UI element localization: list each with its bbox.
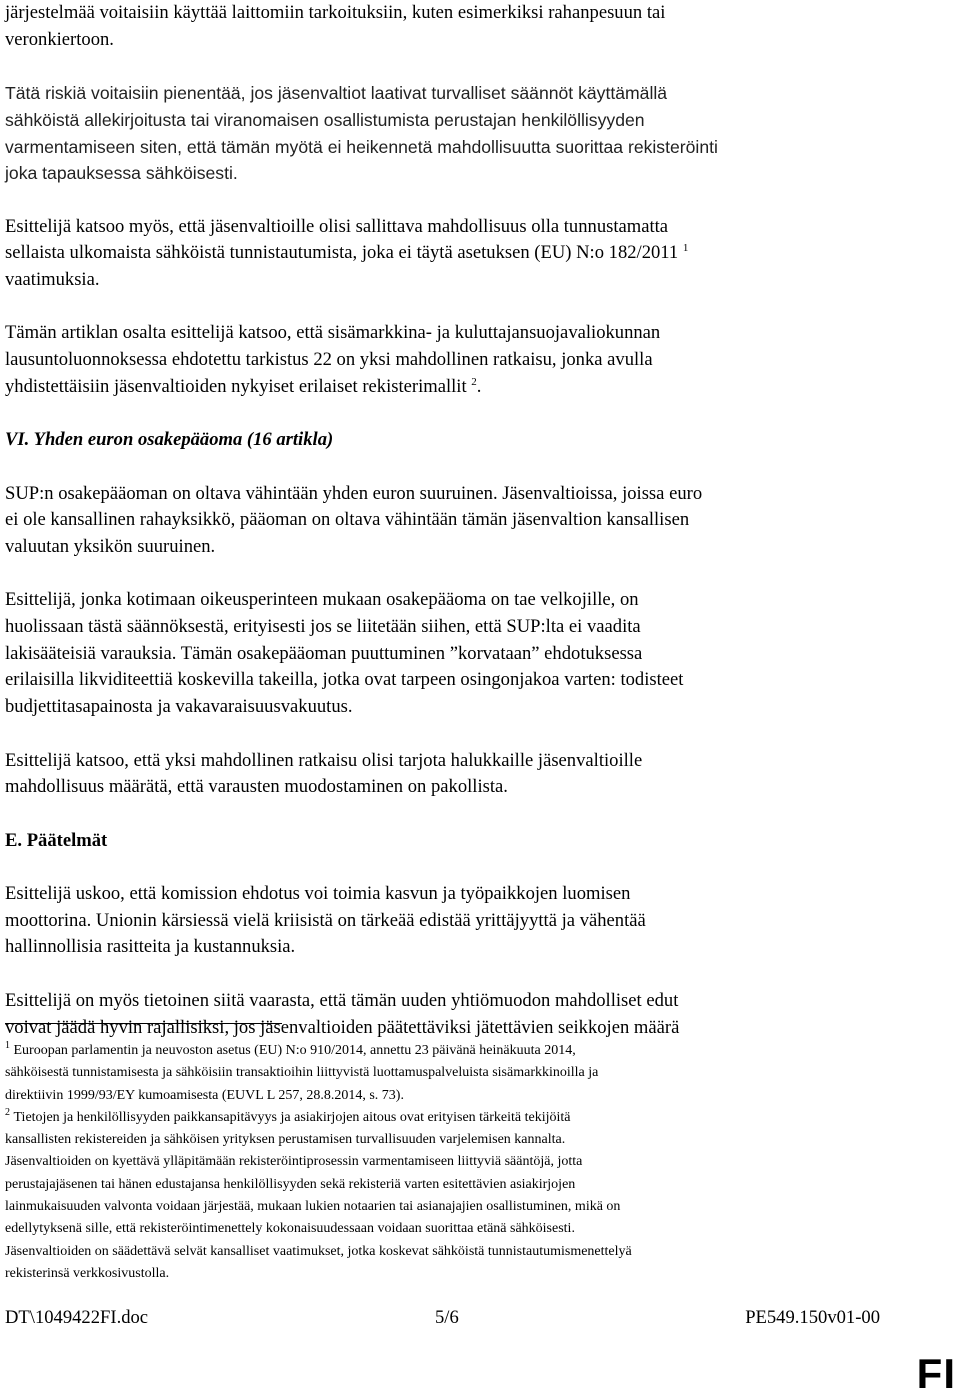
text-line: SUP:n osakepääoman on oltava vähintään yhden euron suuruinen. Jäsenvaltioissa, joissa euro — [5, 482, 703, 504]
paragraph-risk-awareness — [5, 988, 885, 1041]
paragraph-risk-reduction — [5, 80, 885, 187]
text-line: ei ole kansallinen rahayksikkö, pääoman on oltava vähintään tämän jäsenvaltion kansallisen — [5, 509, 690, 531]
footnotes — [5, 1040, 885, 1285]
text-line: erilaisilla likviditeettiä koskevilla takeilla, jotka ovat tarpeen osingonjakoa varten: todisteet — [5, 669, 684, 691]
text-line: lakisääteisiä varauksia. Tämän osakepääoman puuttuminen ”korvataan” ehdotuksessa — [5, 642, 643, 664]
text-line: hallinnollisia rasitteita ja kustannuksia. — [5, 936, 296, 958]
text-line: Esittelijä, jonka kotimaan oikeusperinteen mukaan osakepääoma on tae velkojille, on — [5, 589, 639, 611]
page-number: 5/6 — [435, 1307, 459, 1328]
text-line: veronkiertoon. — [5, 28, 114, 50]
text-line: vaatimuksia. — [5, 269, 100, 290]
paragraph-reserves-solution — [5, 748, 885, 801]
text-line: sähköistä allekirjoitusta tai viranomaisen osallistumista perustajan henkilöllisyyden — [5, 109, 645, 130]
paragraph-creditor-concern — [5, 587, 885, 721]
text-line: järjestelmää voitaisiin käyttää laittomiin tarkoituksiin, kuten esimerkiksi rahanpesuun tai — [5, 2, 666, 23]
text-line: lausuntoluonnoksessa ehdotettu tarkistus 22 on yksi mahdollinen ratkaisu, jonka avulla — [5, 349, 653, 371]
text-line: Jäsenvaltioiden on kyettävä ylläpitämään rekisteröintiprosessin varmentamiseen liittyviä sääntöjä, jotta — [5, 1154, 583, 1170]
footnote-number: 2 — [5, 1106, 10, 1118]
text-line: mahdollisuus määrätä, että varausten muodostaminen on pakollista. — [5, 776, 508, 798]
text-line — [5, 1040, 885, 1062]
text-line: Esittelijä on myös tietoinen siitä vaarasta, että tämän uuden yhtiömuodon mahdolliset edut — [5, 989, 679, 1011]
text-line: rekisterinsä verkkosivustolla. — [5, 1265, 170, 1281]
text-line: Tämän artiklan osalta esittelijä katsoo, että sisämarkkina- ja kuluttajansuojavaliokunnan — [5, 322, 661, 344]
text-line: moottorina. Unionin kärsiessä vielä kriisistä on tärkeää edistää yrittäjyyttä ja vähentää — [5, 909, 646, 931]
text-line — [5, 374, 885, 401]
page-footer — [5, 1305, 880, 1331]
body-text — [5, 0, 885, 1041]
paragraph-electronic-identification — [5, 214, 885, 294]
text-line: valuutan yksikön suuruinen. — [5, 535, 216, 557]
text-line: sähköisestä tunnistamisesta ja sähköisiin transaktioihin liittyvistä luottamuspalveluista sisämarkkinoilla ja — [5, 1065, 599, 1081]
text-line: voivat jäädä hyvin rajallisiksi, jos jäsenvaltioiden päätettäviksi jätettävien seikkojen määrä — [5, 1016, 680, 1038]
language-code: FI — [916, 1350, 956, 1397]
text-line — [5, 240, 885, 267]
text-line: Esittelijä katsoo, että yksi mahdollinen ratkaisu olisi tarjota halukkaille jäsenvaltioille — [5, 749, 643, 771]
section-heading-vi: VI. Yhden euron osakepääoma (16 artikla) — [5, 429, 334, 451]
text-line: Esittelijä uskoo, että komission ehdotus voi toimia kasvun ja työpaikkojen luomisen — [5, 883, 631, 905]
text-line: budjettitasapainosta ja vakavaraisuusvakuutus. — [5, 696, 353, 718]
text-line: huolissaan tästä säännöksestä, erityisesti jos se liitetään siihen, että SUP:lta ei vaadita — [5, 616, 641, 638]
footnote-separator — [5, 1023, 282, 1024]
paragraph-share-capital — [5, 481, 885, 561]
section-heading-e: E. Päätelmät — [5, 829, 108, 851]
pe-reference: PE549.150v01-00 — [745, 1307, 880, 1328]
text-line: Esittelijä katsoo myös, että jäsenvaltioille olisi sallittava mahdollisuus olla tunnustamatta — [5, 215, 669, 237]
text-segment: Tietojen ja henkilöllisyyden paikkansapitävyys ja asiakirjojen aitous ovat erityisen tärkeitä tekijöitä — [13, 1109, 571, 1125]
text-line: direktiivin 1999/93/EY kumoamisesta (EUVL L 257, 28.8.2014, s. 73). — [5, 1087, 404, 1103]
footnote-ref-1[interactable]: 1 — [682, 242, 689, 255]
text-line: joka tapauksessa sähköisesti. — [5, 163, 238, 184]
text-line: Tätä riskiä voitaisiin pienentää, jos jäsenvaltiot laativat turvalliset säännöt käyttämällä — [5, 83, 668, 104]
paragraph-continuation — [5, 0, 885, 53]
footnote-1 — [5, 1040, 885, 1107]
text-line: kansallisten rekistereiden ja sähköisen yrityksen perustamisen turvallisuuden varjelemisen kannalta. — [5, 1132, 566, 1148]
paragraph-conclusions — [5, 881, 885, 961]
footnote-ref-2[interactable]: 2 — [471, 375, 477, 388]
text-line: edellytyksenä sille, että rekisteröintimenettely kokonaisuudessaan voidaan suorittaa etänä sähköisesti. — [5, 1221, 575, 1237]
text-line: Jäsenvaltioiden on säädettävä selvät kansalliset vaatimukset, jotka koskevat sähköistä tunnistautumismenettelyä — [5, 1243, 632, 1259]
text-segment: yhdistettäisiin jäsenvaltioiden nykyiset erilaiset rekisterimallit — [5, 375, 467, 397]
text-line: varmentamiseen siten, että tämän myötä ei heikennetä mahdollisuutta suorittaa rekisteröinti — [5, 136, 718, 157]
text-line: perustajajäsenen tai hänen edustajansa henkilöllisyyden sekä rekisteriä varten esitettävien asiakirjojen — [5, 1176, 576, 1192]
footnote-number: 1 — [5, 1040, 10, 1051]
document-reference: DT\1049422FI.doc — [5, 1307, 149, 1328]
text-line: lainmukaisuuden valvonta voidaan järjestää, mukaan lukien notaarien tai asianajajien osallistuminen, mikä on — [5, 1199, 621, 1215]
text-segment: . — [476, 375, 482, 397]
footnote-2 — [5, 1107, 885, 1285]
text-segment: Euroopan parlamentin ja neuvoston asetus (EU) N:o 910/2014, annettu 23 päivänä heinäkuuta 2014, — [13, 1043, 576, 1058]
text-segment: sellaista ulkomaista sähköistä tunnistautumista, joka ei täytä asetuksen (EU) N:o 182/2011 — [5, 242, 679, 264]
text-line — [5, 1107, 885, 1129]
paragraph-amendment-22 — [5, 320, 885, 400]
